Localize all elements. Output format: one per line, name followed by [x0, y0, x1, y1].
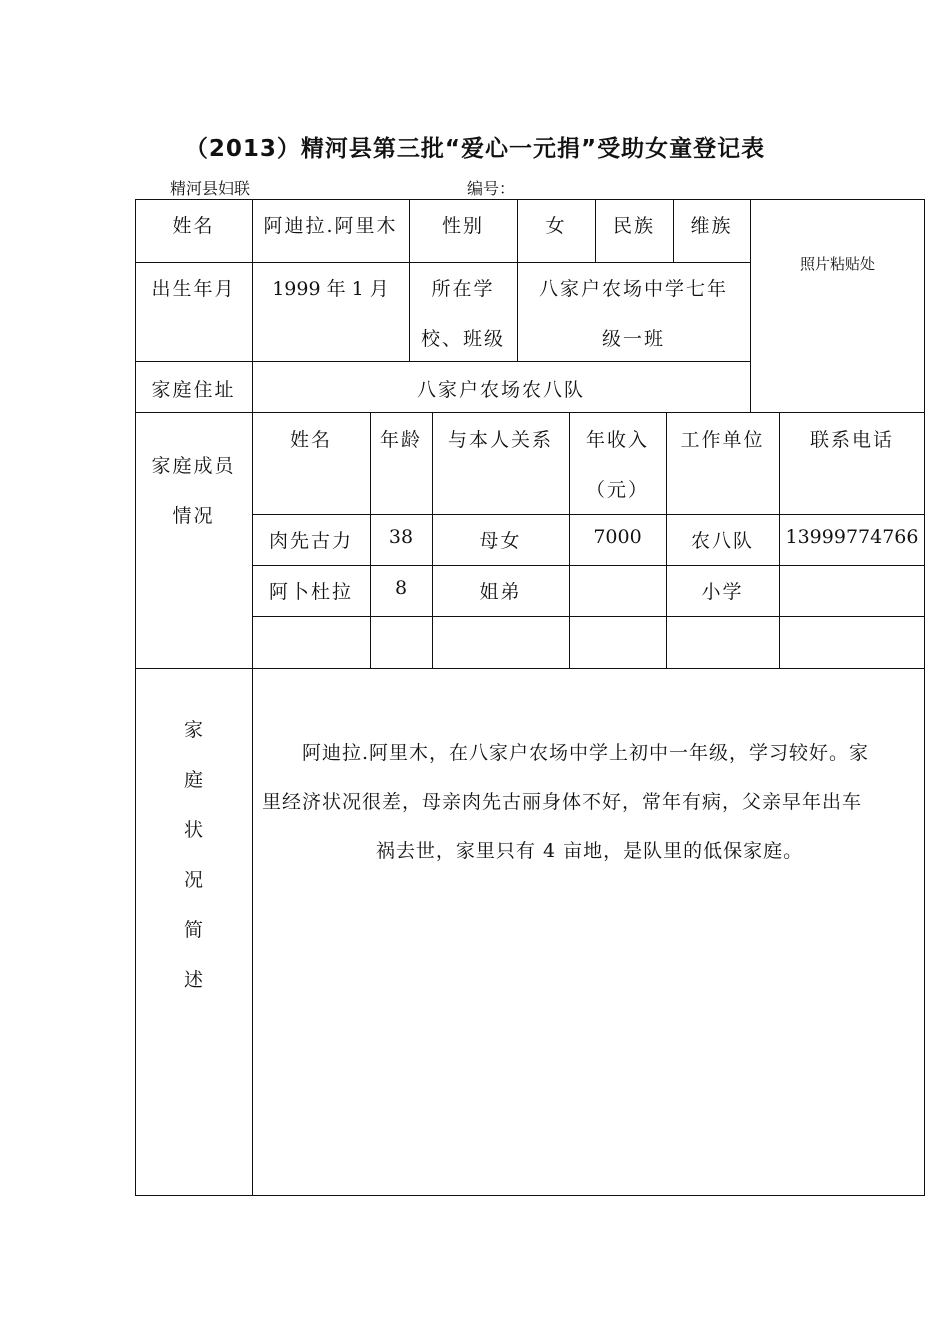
situation-line: 里经济状况很差，母亲肉先古丽身体不好，常年有病，父亲早年出车: [262, 791, 863, 813]
situation-label-char: 述: [183, 969, 203, 991]
row-divider: [135, 262, 750, 263]
family-label-line2: 情况: [172, 505, 215, 527]
member-name: 阿卜杜拉: [268, 581, 353, 603]
header-age: 年龄: [379, 429, 422, 451]
header-relation: 与本人关系: [447, 429, 553, 451]
ethnicity-value: 维族: [690, 215, 733, 237]
situation-label-char: 状: [183, 819, 203, 841]
header-name: 姓名: [289, 429, 332, 451]
column-divider: [750, 199, 751, 412]
ethnicity-label: 民族: [612, 215, 655, 237]
address-label: 家庭住址: [151, 379, 236, 401]
member-work: 小学: [701, 581, 744, 603]
name-value: 阿迪拉.阿里木: [263, 215, 398, 237]
situation-line: 阿迪拉.阿里木，在八家户农场中学上初中一年级，学习较好。家: [302, 742, 870, 764]
row-divider: [252, 514, 925, 515]
member-relation: 母女: [479, 530, 522, 552]
member-phone: 13999774766: [785, 526, 919, 548]
header-phone: 联系电话: [809, 429, 894, 451]
situation-line: 祸去世，家里只有 4 亩地，是队里的低保家庭。: [375, 840, 804, 862]
member-relation: 姐弟: [479, 581, 522, 603]
organization-label: 精河县妇联: [170, 179, 251, 198]
member-age: 38: [388, 526, 414, 548]
header-income-line2: （元）: [585, 479, 649, 501]
birth-label: 出生年月: [151, 278, 236, 300]
situation-label-char: 简: [183, 919, 203, 941]
row-divider: [252, 565, 925, 566]
situation-label-char: 庭: [183, 769, 203, 791]
gender-value: 女: [545, 215, 567, 237]
situation-description: [262, 729, 917, 876]
photo-placeholder: 照片粘贴处: [799, 255, 875, 273]
row-divider: [135, 412, 925, 413]
row-divider: [135, 668, 925, 669]
school-label-line1: 所在学: [431, 278, 495, 300]
school-label-line2: 校、班级: [420, 328, 505, 350]
name-label: 姓名: [172, 215, 215, 237]
family-label-line1: 家庭成员: [151, 455, 236, 477]
member-income: 7000: [593, 526, 642, 548]
member-age: 8: [394, 577, 408, 599]
row-divider: [252, 616, 925, 617]
member-name: 肉先古力: [268, 530, 353, 552]
gender-label: 性别: [441, 215, 484, 237]
column-divider: [252, 199, 253, 1196]
number-label: 编号：: [467, 179, 516, 198]
address-value: 八家户农场农八队: [416, 379, 585, 401]
school-value-line1: 八家户农场中学七年: [538, 278, 728, 300]
situation-label-char: 况: [183, 869, 203, 891]
header-work: 工作单位: [680, 429, 765, 451]
form-title: （2013）精河县第三批“爱心一元捐”受助女童登记表: [184, 136, 766, 162]
header-income-line1: 年收入: [585, 429, 649, 451]
situation-label: [135, 705, 252, 1005]
birth-value: 1999 年 1 月: [272, 278, 389, 300]
row-divider: [135, 361, 750, 362]
situation-label-char: 家: [183, 719, 203, 741]
school-value-line2: 级一班: [601, 328, 665, 350]
member-work: 农八队: [690, 530, 754, 552]
